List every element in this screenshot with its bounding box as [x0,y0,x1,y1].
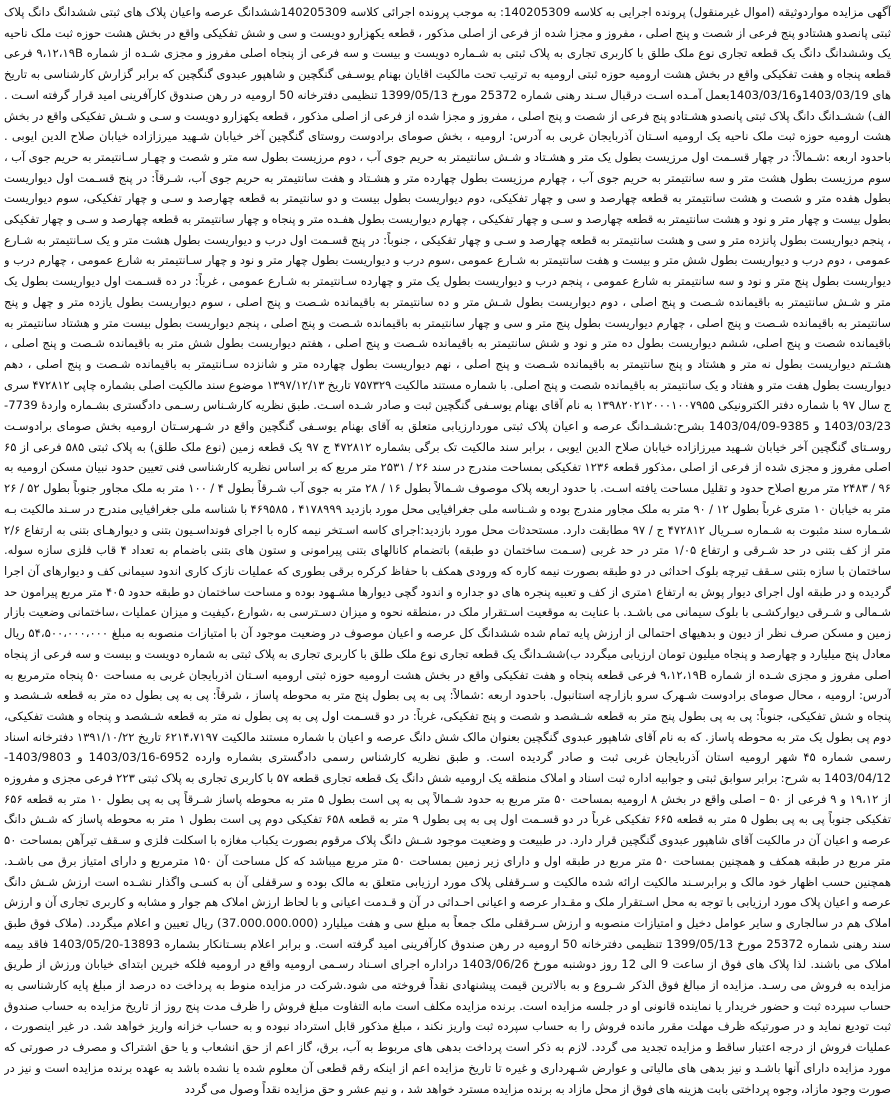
notice-paragraph: آگهی مزایده مواردوثیقه (اموال غیرمنقول) پرونده اجرایی به کلاسه 140205309: به موجب پرونده اجرائی کلاسه 140205309ششدانگ عرصه واعیان پلاک های ثبتی ششدانگ دانگ پلاک ثبتی پانصدو هشتادو پنج فرعی از شصت و پنج اصلی ، مفروز و مجزا شده از فرعی از اصلی مذکور ، قطعه یکهزارو دویست و سی و شش تفکیکی واقع در بخش هشت حوزه ثبت ملک ناحیه یک وششدانگ دانگ یک قطعه تجاری نوع ملک طلق با کاربری تجاری به پلاک ثبتی به شـماره دویست و بیست و سه فرعی از پنجاه اصلی مفروز و مجزی شـده از شماره ۹،۱۲،۱۹B فرعی قطعه پنجاه و هفت تفکیکی واقع در بخش هشت ارومیه حوزه ثبتی ارومیه به ترتیب تحت مالکیت اقایان بهنام یوسـفی گنگچین و شاهپور عبدوی گنگچین که برابر گزارش کارشناسی به تاریخ های 1403/03/19و1403/03/16بعمل آمـده اسـت درقبال سـند رهنی شماره 25372 مورخ 1399/05/13 تنظیمی دفترخانه 50 ارومیه در رهن صندوق کارآفرینی امید قرار گرفته اسـت . الف) ششـدانگ دانگ پلاک ثبتی پانصدو هشـتادو پنج فرعی از شصت و پنج اصلی ، مفروز و مجزا شده از فرعی از اصلی مذکور ، قطعه یکهزارو دویست و سـی و شـش تفکیکی واقع در بخش هشت ارومیه حوزه ثبت ملک ناحیه یک ارومیه اسـتان آذربایجان غربی به آدرس: ارومیه ، بخش صومای برادوست روستای گنگچین آخر خیابان شـهید میرزازاده خیابان صلاح الدین ایوبی . باحدود اربعه :شـمالاً: در چهار قسـمت اول مرزیست بطول یک متر و هشـتاد و شـش سانتیمتر به حریم جوی آب ، دوم مرزیست بطول سه متر و شصت و چهـار سـانتیمتر به حریم جوی آب ، سوم مرزیست بطول هشت متر و سه سانتیمتر به حریم جوی آب ، چهارم مرزیست بطول چهارده متر و هشـتاد و هفت سانتیمتر به حریم جوی آب، شـرقاً: در پنج قسـمت اول دیواریست بطول هفده متر و شصت و هشت سانتیمتر به قطعه چهارصد و سی و چهار تفکیکی، دوم دیواریست بطول بیست و دو سانتیمتر به قطعه چهارصد و سـی و چهار تفکیکی، سوم دیواریست بطول بیست و چهار متر و نود و هشت سانتیمتر به قطعه چهارصد و سـی و چهار تفکیکی ، چهارم دیواریست بطول هفـده متر و پنجاه و چهار سانتیمتر به قطعه چهارصد و سـی و چهار تفکیکی ، پنجم دیواریست بطول پانزده متر و سی و هشت سانتیمتر به قطعه چهارصد و سـی و چهار تفکیکی ، جنوباً: در پنج قسـمت اول درب و دیواریست بطول هشت متر و یک سـانتیمتر به شـارع عمومی ، دوم درب و دیواریست بطول شش متر و بیست و هفت سانتیمتر به شـارع عمومی ،سوم درب و دیواریست بطول چهار متر و نود و چهار سـانتیمتر به شارع عمومی ، چهارم درب و دیواریست بطول پنج متر و نود و سه سانتیمتر به شارع عمومی ، پنجم درب و دیواریست بطول یک متر و چهارده سـانتیمتر به شـارع عمومی ، غرباً: در ده قسـمت اول دیواریست بطول یک متر و شـش سانتیمتر به باقیمانده شـصت و پنج اصلی ، دوم دیواریست بطول شـش متر و ده سانتیمتر به باقیمانده شـصت و پنج اصلی ، سوم دیواریست بطول یازده متر و چهل و پنج سانتیمتر به باقیمانده شـصت و پنج اصلی ، چهارم دیواریست بطول پنج متر و سی و چهار سانتیمتر به باقیمانده شـصت و پنج اصلی ، پنجم دیواریست بطول بیست متر و هشتاد سانتیمتر به باقیمانده شصت و پنج اصلی، ششم دیواریست بطول ده متر و نود و شش سانتیمتر به باقیمانده شـصت و پنج اصلی ، هفتم دیواریست بطول شش متر به باقیمانده شـصت و پنج اصلی ، هشـتم دیواریست بطول نه متر و هشتاد و پنج سانتیمتر به باقیمانده شـصت و پنج اصلی ، نهم دیواریست بطول چهارده متر و شانزده سـانتیمتر به باقیمانده شـصت و پنج اصلی ، دهم دیواریست بطول هفت متر و هفتاد و یک سانتیمتر به باقیمانده شصت و پنج اصلی. با شماره مستند مالکیت ۷۵۷۳۲۹ تاریخ ۱۳۹۷/۱۲/۱۳ موضوع سند مالکیت اصلی بشماره چاپی ۴۷۲۸۱۲ سری ج سال ۹۷ با شماره دفتر الکترونیکی ۱۳۹۸۲۰۲۱۲۰۰۰۱۰۰۷۹۵۵ به نام آقای بهنام یوسـفی گنگچین ثبت و صادر شـده اسـت. طبق نظریه کارشـناس رسـمی دادگستری بشـماره واردهٔ 7739-1403/03/23 و 9385-1403/04/09 بشرح:ششـدانگ عرصه و اعیان پلاک ثبتی موردارزیابی متعلق به آقای بهنام یوسـفی گنگچین واقع در شـهرسـتان ارومیه بخش صومای برادوسـت روسـتای گنگچین آخر خیابان شـهید میرزازاده خیابان صلاح الدین ایوبی ، برابر سند مالکیت تک برگی بشماره ۴۷۲۸۱۲ ج ۹۷ یک قطعه زمین (نوع ملک طلق) به پلاک ثبتی ۵۸۵ فرعی از ۶۵ اصلی مفروز و مجزی شده از فرعی از اصلی ،مذکور قطعه ۱۲۳۶ تفکیکی بمساحت مندرج در سند ۲۶ / ۲۵۳۱ متر مربع که بر اساس نظریه کارشناسی فنی تعیین حدود نبیان مسکن ارومیه به ۹۶ / ۲۴۸۳ متر مربع اصلاح حدود و تقلیل مساحت یافته اسـت. با حدود اربعه پلاک موصوف شـمالاً بطول ۱۶ / ۲۸ متر به جوی آب شـرقاً بطول ۴ / ۱۰۰ متر به ملک مجاور جنوباً بطول ۵۲ / ۲۶ متر به خیابان ۱۰ متری غرباً بطول ۱۲ / ۹۰ متر به ملک مجاور مندرج بوده و شـناسه ملی جغرافیایی محل مورد بازدید ۴۱۷۸۹۹۹ ، ۴۶۹۵۸۵ با شناسه ملی جغرافیایی مندرج در سـند مالکیت بـه شـماره سند مثبوت به شـماره سـریال ۴۷۲۸۱۲ ج / ۹۷ مطابقت دارد. مستحدثات محل مورد بازدید:اجرای کاسه اسـتخر نیمه کاره با اجرای فونداسـیون بتنی و دیوارهـای بتنی به ارتفاع ۲/۶ متر از کف بتنی در حد شـرقی و ارتفاع ۱/۰۵ متر در حد غربی (سـمت ساختمان دو طبقه) باتضمام کانالهای بتنی پیرامونی و ستون های بتنی باضمام به تعداد ۴ قاب فلزی سازه سوله. ساختمان با سازه بتنی سـقف تیرچه بلوک احداثی در دو طبقه بصورت نیمه کاره که ورودی همکف با حفاظ کرکره برقی بطوری که عملیات نازک کاری اندود سیمانی کف و دیوارهای آن اجرا گردیده و در طبقه اول اجرای دیوار پوش به ارتفاع ۱متری از کف و تعبیه پنجره های دو جداره و اندود گچی دیوارها مشـهود بوده و مساحت ساختمان دو طبقه حدود ۴۰۵ متر مربع پیرامون حد شـمالی و شـرقی دیوارکشـی با بلوک سیمانی می باشـد. با عنایت به موقعیت اسـتقرار ملک در ،منطقه نحوه و میزان دسـترسی به ،شوارع ،کیفیت و میزان عملیات ،ساختمانی وضعیت بازار زمین و مسکن صرف نظر از دیون و بدهیهای احتمالی از ارزش پایه تمام شده ششدانگ کل عرصه و اعیان موصوف در وضعیت موجود آن با امتیازات منصوبه به مبلغ ۵۴،۵۰۰،۰۰۰،۰۰۰ ریال معادل پنج میلیارد و چهارصد و پنجاه میلیون تومان ارزیابی میگردد ب)ششـدانگ یک قطعه تجاری نوع ملک طلق با کاربری تجاری به پلاک ثبتی به شماره دویست و بیست و سه فرعی از پنجاه اصلی مفروز و مجزی شـده از شماره ۹،۱۲،۱۹B فرعی قطعه پنجاه و هفت تفکیکی واقع در بخش هشت ارومیه حوزه ثبتی ارومیه اسـتان اذربایجان غربی به مساحت ۵۰ پنجاه مترمربع به آدرس: ارومیه ، محال صومای برادوست شـهرک سرو بازارچه استانبول. باحدود اربعه :شمالاً: پی به پی بطول پنج متر به محوطه پاساز ، شرقاً: پی به پی بطول ده متر به قطعه شـشصد و پنجاه و شش تفکیکی، جنوباً: پی به پی بطول پنج متر به قطعه شـشصد و شصت و پنج تفکیکی، غرباً: در دو قسـمت اول پی به پی بطول نه متر به قطعه شـشصد و پنجاه و هشت تفکیکی، دوم پی بطول یک متر به محوطه پاساز. که به نام آقای شاهپور عبدوی گنگچین بعنوان مالک شش دانگ عرصه و اعیان با شماره مستند مالکیت ۶۲۱۴،۷۱۹۷ تاریخ ۱۳۹۱/۱۰/۲۲ دفترخانه اسناد رسمی شماره ۴۵ شهر ارومیه استان آذربایجان غربی ثبت و صادر گردیده است. و طبق نظریه کارشناس رسمی دادگستری بشماره وارده 6952-1403/03/16 و 1403/9803-1403/04/12 به شرح: برابر سوابق ثبتی و جوابیه اداره ثبت اسناد و املاک منطقه یک ارومیه شش دانگ یک قطعه تجاری قطعه ۵۷ با کاربری تجاری به پلاک ثبتی ۲۲۳ فرعی مجزی و مفروزه از ۱۹،۱۲ و ۹ فرعی از ۵۰ – اصلی واقع در بخش ۸ ارومیه بمساحت ۵۰ متر مربع به حدود شـمالاً پی به پی است بطول ۵ متر به محوطه پاساز شـرقاً پی به پی بطول ۱۰ متر به قطعه ۶۵۶ تفکیکی جنوباً پی به پی بطول ۵ متر به قطعه ۶۶۵ تفکیکی غرباً در دو قسـمت اول پی به پی بطول ۹ متر به قطعه ۶۵۸ تفکیکی دوم پی است بطول ۱ متر به محوطه پاساز که شـش دانگ عرصه و اعیان آن در مالکیت آقای شاهپور عبدوی گنگچین قرار دارد. در طبیعت و وضعیت موجود شـش دانگ پلاک مرقوم بصورت یکباب مغازه با اسکلت فلزی و سـقف تیرآهن بمساحت ۵۰ متر مربع در طبقه همکف و همچنین بمساحت ۵۰ متر مربع در طبقه اول و دارای زیر زمین بمساحت ۵۰ متر مربع میباشد که کل مساحت آن ۱۵۰ مترمربع و دارای امتیاز برق می باشـد. همچنین حسب اظهار خود مالک و برابرسـند مالکیت ارائه شده مالکیت و سـرقفلی پلاک مورد ارزیابی متعلق به مالک بوده و سرقفلی آن به کسـی واگذار نشـده است ارزش شـش دانگ عرصه و اعیان پلاک مورد ارزیابی با توجه به محل اسـتقرار ملک و مقـدار عرصه و اعیانی احـداثی در آن و قـدمت اعیانی و با لحاظ ارزش املاک هم جوار و مشابه و کاربری تجاری آن و ارزش املاک هم در سالجاری و سایر عوامل دخیل و امتیازات منصوبه و ارزش سـرقفلی ملک جمعاً به مبلغ سی و هفت میلیارد (37.000.000.000) ریال تعیین و اعلام میگردد. (ملاک فوق طبق سند رهنی شماره 25372 مورخ 1399/05/13 تنظیمی دفترخانه 50 ارومیه در رهن صندوق کارآفرینی امید گرفته است. و برابر اعلام بسـتانکار بشماره 13893-1403/05/20 فاقد بیمه املاک می باشند. لذا پلاک های فوق از ساعت 9 الی 12 روز دوشنبه مورخ 1403/06/26 دراداره اجرای اسـناد رسـمی ارومیه واقع در ارومیه فلکه خیرین ابتدای خیابان ورزش از طریق مزایده به فروش می رسـد. مزایده از مبالغ فوق الذکر شـروع و به بالاترین قیمت پیشنهادی نقداً فروخته می شود.شرکت در مزایده منوط به پرداخت ده درصد از مبلغ پایه کارشناسی به حساب سپرده ثبت و حضور خریدار یا نماینده قانونی او در جلسه مزایده است. برنده مزایده مکلف است مابه التفاوت مبلغ فروش را ظرف مدت پنج روز از تاریخ مزایده به حساب صندوق ثبت تودیع نماید و در صورتیکه ظرف مهلت مقرر مانده فروش را به حساب سپرده ثبت واریز نکند ، مبلغ مذکور قابل استرداد نبوده و به حساب خزانه واریز خواهد شد. در غیر اینصورت ، عملیات فروش از درجه اعتبار ساقط و مزایده تجدید می گردد. لازم به ذکر است پرداخت بدهی های مربوط به آب، برق، گاز اعم از حق انشعاب و یا حق اشتراک و مصرف در صورتی که مورد مزایده دارای آنها باشـد و نیز بدهی های مالیاتی و عوارض شـهرداری و غیره تا تاریخ مزایده اعم از اینکه رقم قطعی آن معلوم شده یا نشده باشد به عهده برنده مزایده است و نیز در صورت وجود مازاد، وجوه پرداختی بابت هزینه های فوق از محل مازاد به برنده مزایده مسترد خواهد شد ، و نیم عشر و حق مزایده نقداً وصول می گردد [4,5,891,1096]
auction-notice [4,2,891,1107]
notice-body [4,2,891,1099]
